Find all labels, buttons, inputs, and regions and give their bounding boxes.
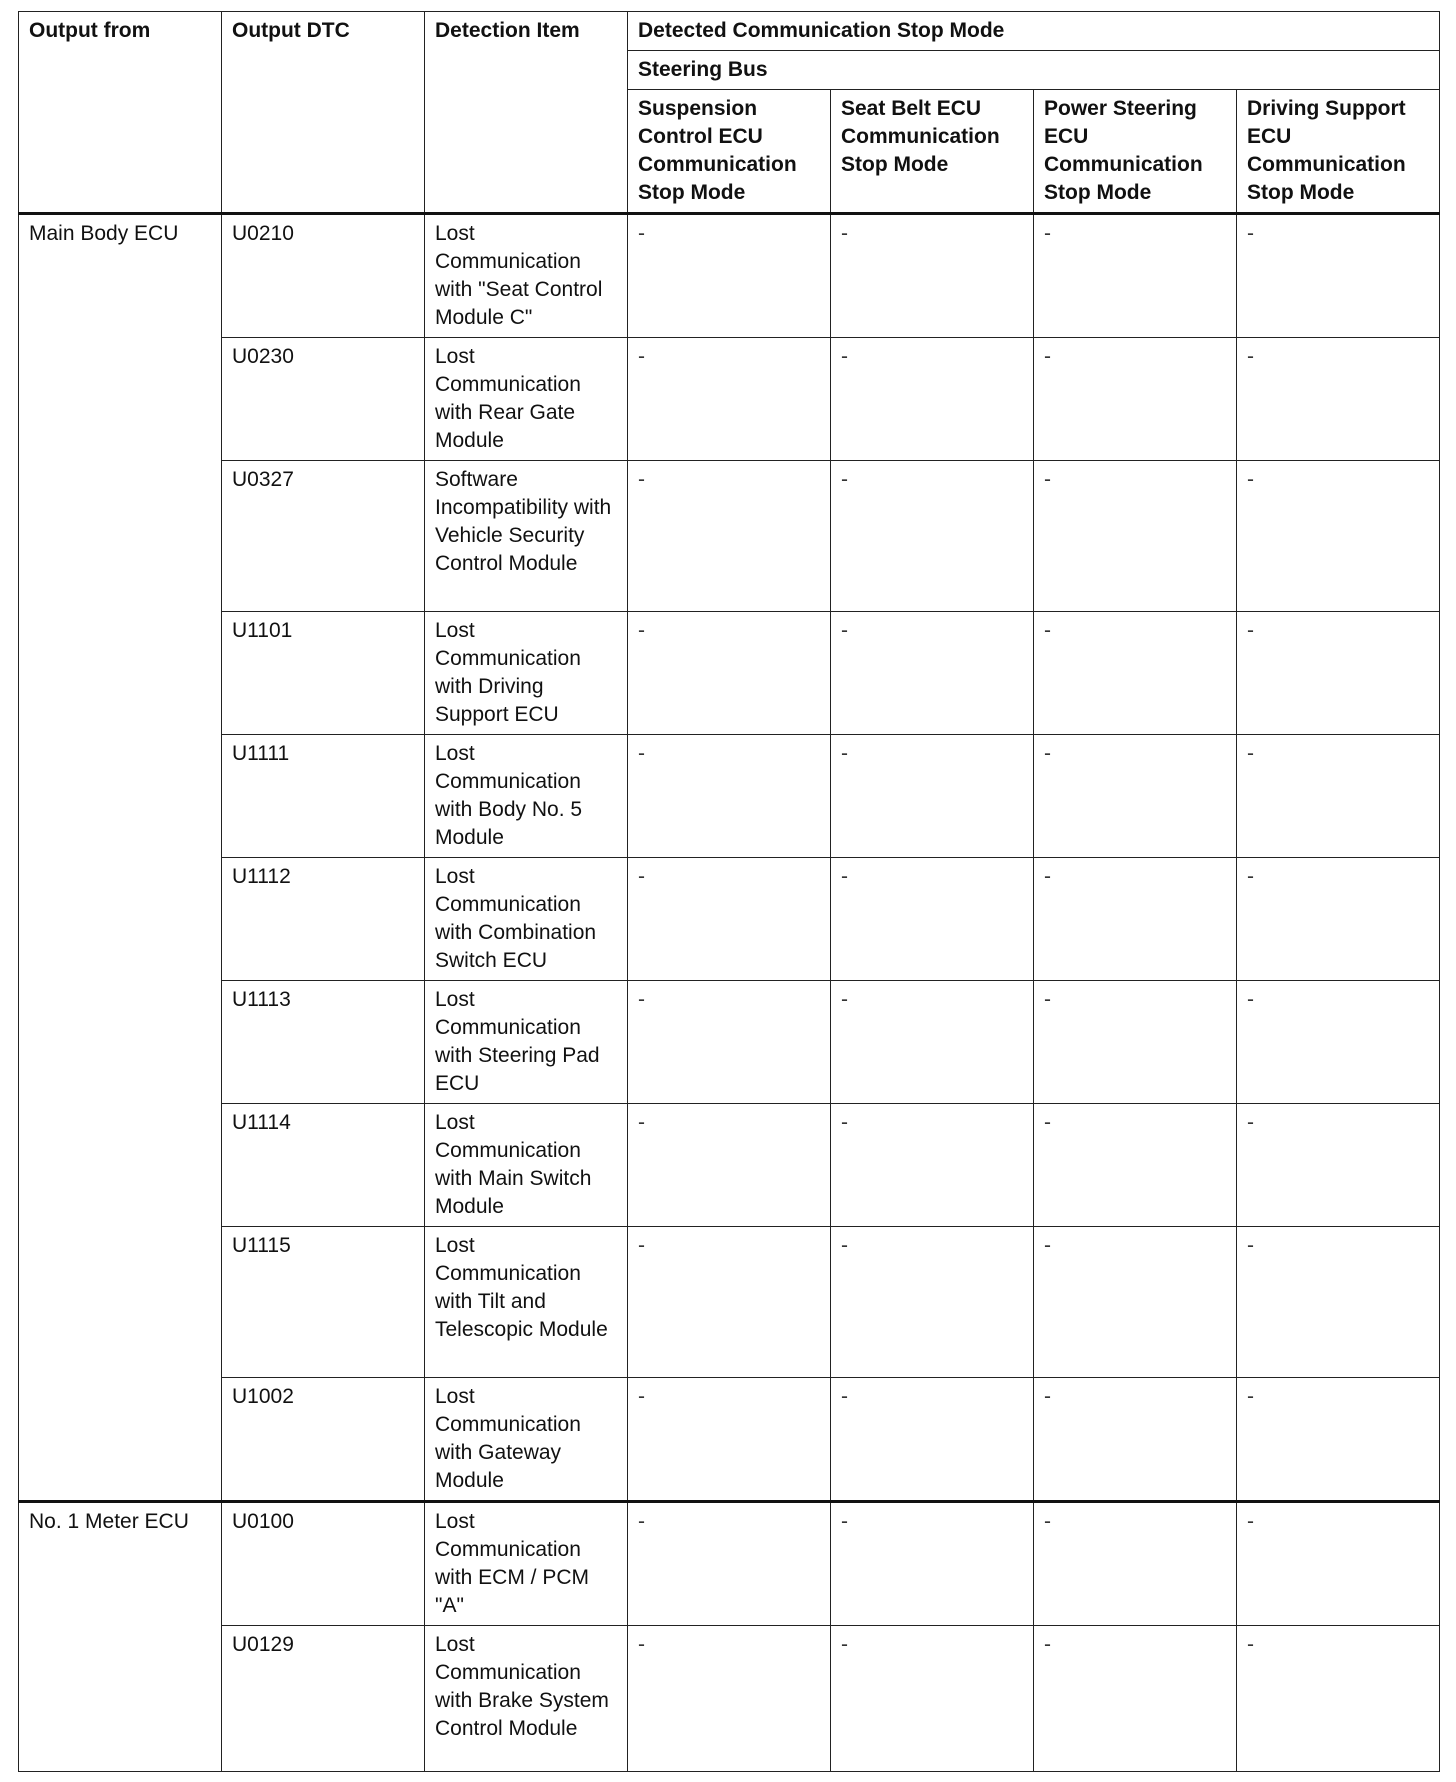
table-row <box>19 858 1440 981</box>
dtc-cell: U1115 <box>222 1227 425 1378</box>
power-steering-cell: - <box>1034 1227 1237 1378</box>
output-from-cell: Main Body ECU <box>19 214 222 1502</box>
seat-belt-cell: - <box>831 612 1034 735</box>
dtc-cell: U1112 <box>222 858 425 981</box>
seat-belt-cell: - <box>831 461 1034 612</box>
header-output-dtc: Output DTC <box>222 12 425 214</box>
dtc-cell: U1114 <box>222 1104 425 1227</box>
dtc-cell: U1002 <box>222 1378 425 1502</box>
detection-item-cell: Lost Communication with ECM / PCM "A" <box>425 1502 628 1626</box>
power-steering-cell: - <box>1034 214 1237 338</box>
driving-support-cell: - <box>1237 858 1440 981</box>
detection-item-cell: Lost Communication with "Seat Control Module C" <box>425 214 628 338</box>
suspension-cell: - <box>628 214 831 338</box>
suspension-cell: - <box>628 338 831 461</box>
header-suspension: Suspension Control ECU Communication Stop Mode <box>628 90 831 214</box>
header-driving-support: Driving Support ECU Communication Stop Mode <box>1237 90 1440 214</box>
header-detected-mode: Detected Communication Stop Mode <box>628 12 1440 51</box>
seat-belt-cell: - <box>831 1104 1034 1227</box>
detection-item-cell: Software Incompatibility with Vehicle Security Control Module <box>425 461 628 612</box>
suspension-cell: - <box>628 981 831 1104</box>
table-row <box>19 338 1440 461</box>
dtc-cell: U0230 <box>222 338 425 461</box>
suspension-cell: - <box>628 612 831 735</box>
power-steering-cell: - <box>1034 461 1237 612</box>
table-row <box>19 1626 1440 1772</box>
driving-support-cell: - <box>1237 1378 1440 1502</box>
suspension-cell: - <box>628 1626 831 1772</box>
power-steering-cell: - <box>1034 1626 1237 1772</box>
dtc-cell: U1111 <box>222 735 425 858</box>
header-detection-item: Detection Item <box>425 12 628 214</box>
power-steering-cell: - <box>1034 338 1237 461</box>
power-steering-cell: - <box>1034 1502 1237 1626</box>
table-row <box>19 1378 1440 1502</box>
table-row <box>19 735 1440 858</box>
suspension-cell: - <box>628 461 831 612</box>
seat-belt-cell: - <box>831 214 1034 338</box>
driving-support-cell: - <box>1237 1227 1440 1378</box>
detection-item-cell: Lost Communication with Rear Gate Module <box>425 338 628 461</box>
detection-item-cell: Lost Communication with Main Switch Module <box>425 1104 628 1227</box>
dtc-cell: U0100 <box>222 1502 425 1626</box>
power-steering-cell: - <box>1034 735 1237 858</box>
dtc-cell: U1113 <box>222 981 425 1104</box>
header-seat-belt: Seat Belt ECU Communication Stop Mode <box>831 90 1034 214</box>
power-steering-cell: - <box>1034 1378 1237 1502</box>
power-steering-cell: - <box>1034 981 1237 1104</box>
table-row <box>19 1227 1440 1378</box>
driving-support-cell: - <box>1237 1626 1440 1772</box>
table-row <box>19 981 1440 1104</box>
detection-item-cell: Lost Communication with Tilt and Telescopic Module <box>425 1227 628 1378</box>
output-from-cell: No. 1 Meter ECU <box>19 1502 222 1772</box>
table-row <box>19 612 1440 735</box>
suspension-cell: - <box>628 1502 831 1626</box>
seat-belt-cell: - <box>831 858 1034 981</box>
seat-belt-cell: - <box>831 735 1034 858</box>
seat-belt-cell: - <box>831 338 1034 461</box>
dtc-cell: U0129 <box>222 1626 425 1772</box>
dtc-table <box>18 11 1440 1772</box>
driving-support-cell: - <box>1237 461 1440 612</box>
suspension-cell: - <box>628 1227 831 1378</box>
table-row <box>19 461 1440 612</box>
power-steering-cell: - <box>1034 858 1237 981</box>
seat-belt-cell: - <box>831 1378 1034 1502</box>
suspension-cell: - <box>628 1378 831 1502</box>
detection-item-cell: Lost Communication with Brake System Control Module <box>425 1626 628 1772</box>
driving-support-cell: - <box>1237 214 1440 338</box>
driving-support-cell: - <box>1237 981 1440 1104</box>
header-power-steering: Power Steering ECU Communication Stop Mode <box>1034 90 1237 214</box>
driving-support-cell: - <box>1237 338 1440 461</box>
driving-support-cell: - <box>1237 1104 1440 1227</box>
detection-item-cell: Lost Communication with Steering Pad ECU <box>425 981 628 1104</box>
detection-item-cell: Lost Communication with Driving Support ECU <box>425 612 628 735</box>
driving-support-cell: - <box>1237 612 1440 735</box>
driving-support-cell: - <box>1237 735 1440 858</box>
driving-support-cell: - <box>1237 1502 1440 1626</box>
header-steering-bus: Steering Bus <box>628 51 1440 90</box>
seat-belt-cell: - <box>831 1626 1034 1772</box>
detection-item-cell: Lost Communication with Gateway Module <box>425 1378 628 1502</box>
dtc-cell: U0210 <box>222 214 425 338</box>
seat-belt-cell: - <box>831 981 1034 1104</box>
detection-item-cell: Lost Communication with Body No. 5 Module <box>425 735 628 858</box>
suspension-cell: - <box>628 735 831 858</box>
seat-belt-cell: - <box>831 1502 1034 1626</box>
suspension-cell: - <box>628 1104 831 1227</box>
detection-item-cell: Lost Communication with Combination Switch ECU <box>425 858 628 981</box>
table-row <box>19 1502 1440 1626</box>
suspension-cell: - <box>628 858 831 981</box>
power-steering-cell: - <box>1034 1104 1237 1227</box>
header-output-from: Output from <box>19 12 222 214</box>
table-row <box>19 1104 1440 1227</box>
seat-belt-cell: - <box>831 1227 1034 1378</box>
dtc-cell: U0327 <box>222 461 425 612</box>
power-steering-cell: - <box>1034 612 1237 735</box>
dtc-cell: U1101 <box>222 612 425 735</box>
table-row <box>19 214 1440 338</box>
